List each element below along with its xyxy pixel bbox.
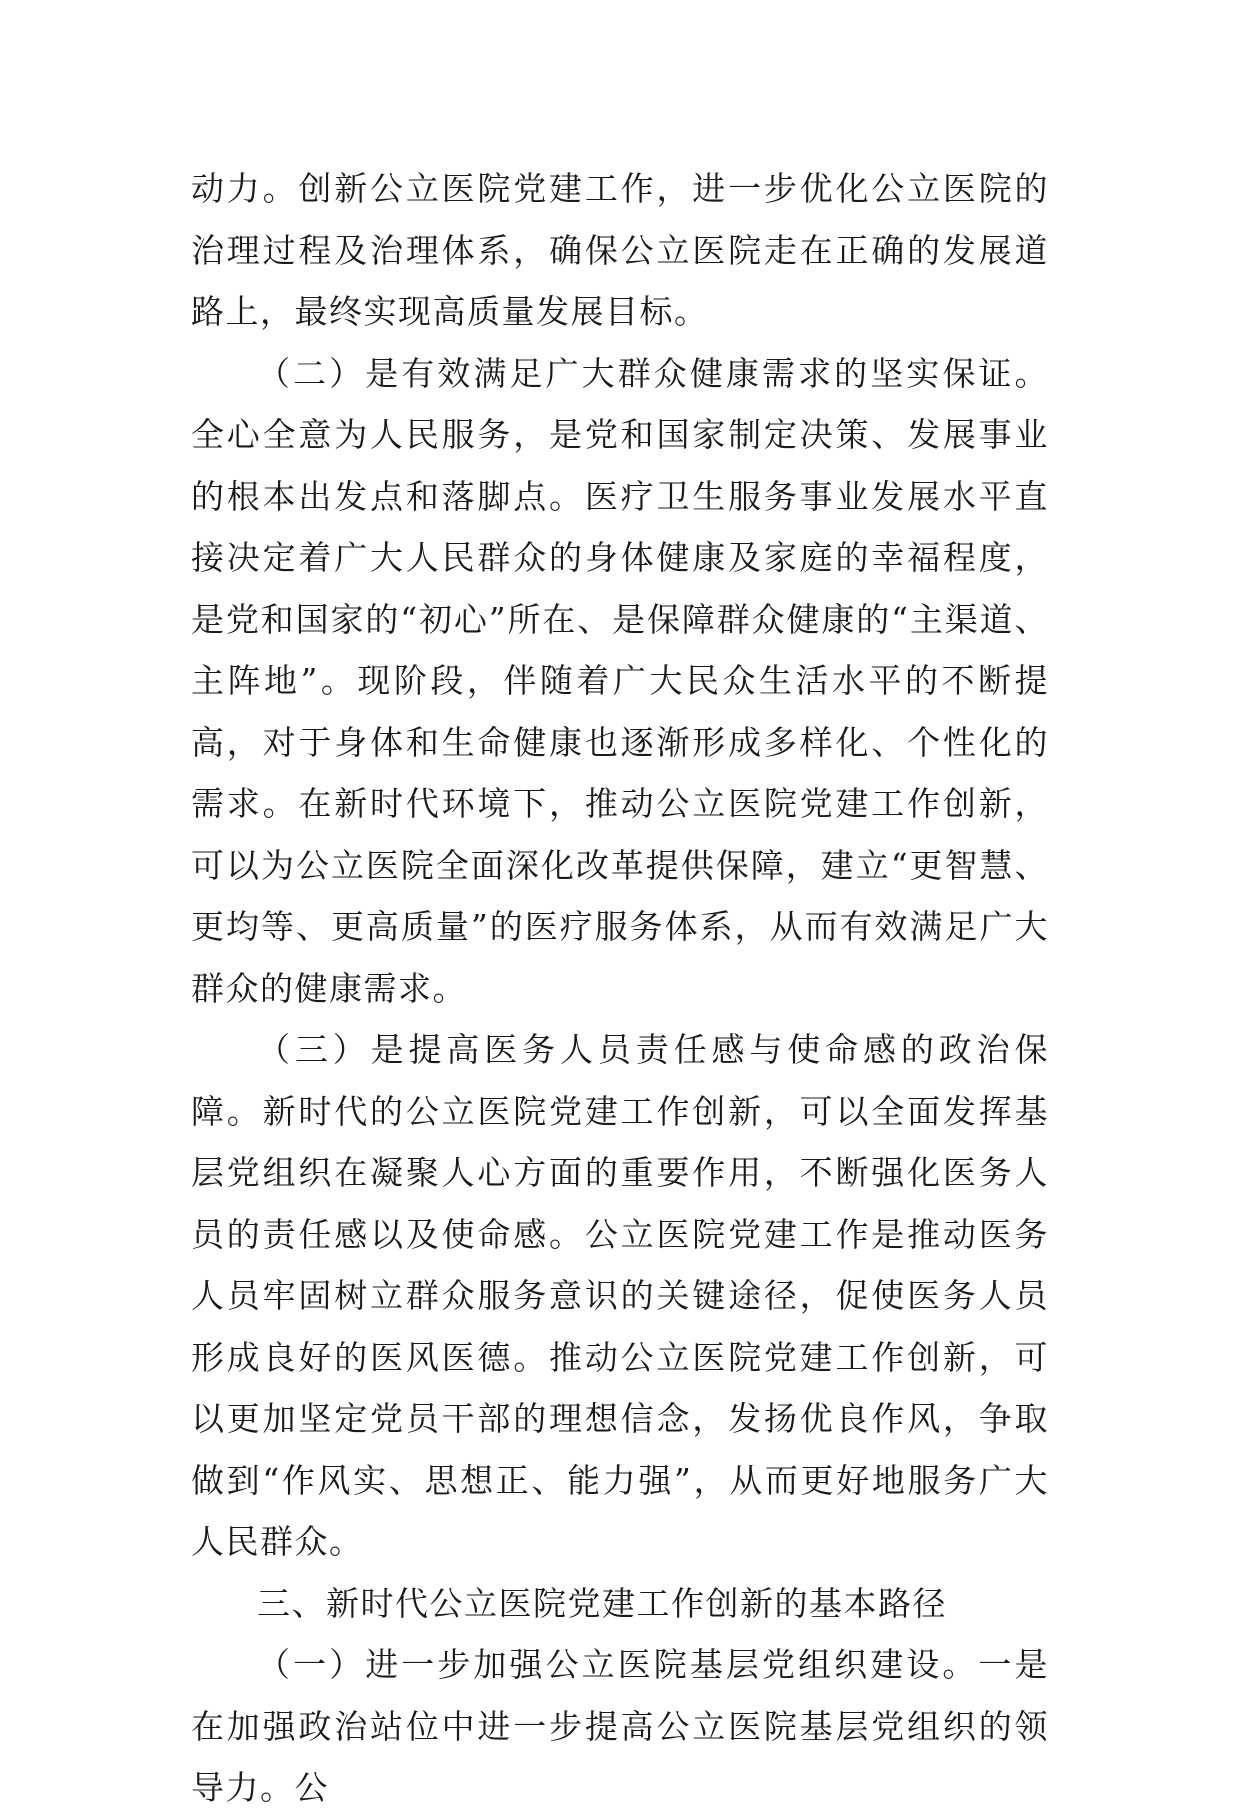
paragraph-section-three-point-one: （一）进一步加强公立医院基层党组织建设。一是在加强政治站位中进一步提高公立医院基层党组织的领导力。公 <box>191 1645 1049 1807</box>
paragraph-continuation: 动力。创新公立医院党建工作，进一步优化公立医院的治理过程及治理体系，确保公立医院走在正确的发展道路上，最终实现高质量发展目标。 <box>191 169 1049 331</box>
document-body <box>191 158 1049 1819</box>
section-heading-three: 三、新时代公立医院党建工作创新的基本路径 <box>257 1583 947 1623</box>
paragraph-point-three: （三）是提高医务人员责任感与使命感的政治保障。新时代的公立医院党建工作创新，可以全面发挥基层党组织在凝聚人心方面的重要作用，不断强化医务人员的责任感以及使命感。公立医院党建工作是推动医务人员牢固树立群众服务意识的关键途径，促使医务人员形成良好的医风医德。推动公立医院党建工作创新，可以更加坚定党员干部的理想信念，发扬优良作风，争取做到“作风实、思想正、能力强”，从而更好地服务广大人民群众。 <box>191 1030 1049 1561</box>
paragraph-point-two: （二）是有效满足广大群众健康需求的坚实保证。全心全意为人民服务，是党和国家制定决策、发展事业的根本出发点和落脚点。医疗卫生服务事业发展水平直接决定着广大人民群众的身体健康及家庭的幸福程度，是党和国家的“初心”所在、是保障群众健康的“主渠道、主阵地”。现阶段，伴随着广大民众生活水平的不断提高，对于身体和生命健康也逐渐形成多样化、个性化的需求。在新时代环境下，推动公立医院党建工作创新，可以为公立医院全面深化改革提供保障，建立“更智慧、更均等、更高质量”的医疗服务体系，从而有效满足广大群众的健康需求。 <box>191 353 1049 1008</box>
